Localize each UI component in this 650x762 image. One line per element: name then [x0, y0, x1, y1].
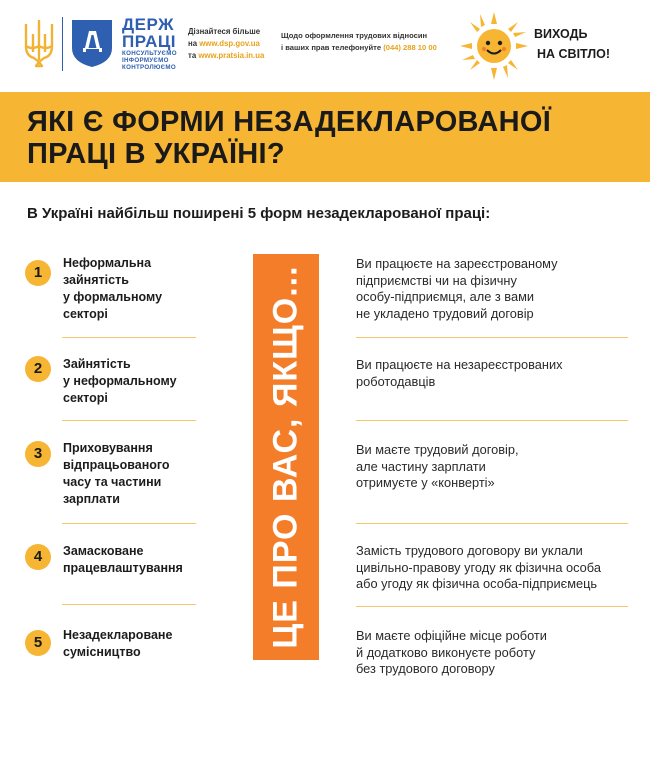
item-title-line: відпрацьованого [63, 458, 170, 472]
info-label: Дізнайтеся більше [188, 27, 261, 36]
item-title-line: Незадекларованe [63, 628, 173, 642]
derzhpratsi-shield-logo [70, 18, 114, 68]
item-desc-2 [356, 357, 636, 390]
brand-text [122, 16, 177, 71]
item-title-line: секторі [63, 391, 108, 405]
header-divider [62, 17, 63, 71]
link-dsp[interactable]: www.dsp.gov.ua [199, 39, 260, 48]
separator-right [356, 420, 628, 421]
item-desc-line: цивільно-правову угоду як фізична особа [356, 559, 601, 575]
item-desc-4 [356, 543, 636, 593]
vertical-label-bar [253, 254, 319, 660]
contact-line-2: і ваших прав телефонуйте [281, 43, 382, 52]
item-number-3: 3 [25, 441, 51, 467]
item-title-line: у неформальному [63, 374, 177, 388]
brand-sub-1: КОНСУЛЬТУЄМО [122, 50, 177, 57]
item-desc-5 [356, 628, 636, 678]
item-title-2 [63, 356, 213, 407]
header [0, 0, 650, 92]
item-desc-line: Замість трудового договору ви уклали [356, 543, 583, 558]
item-desc-line: отримуєте у «конверті» [356, 475, 495, 490]
item-title-3 [63, 440, 213, 508]
banner-title-line-1: ЯКІ Є ФОРМИ НЕЗАДЕКЛАРОВАНОЇ [27, 106, 551, 138]
item-title-line: Зайнятість [63, 357, 131, 371]
item-desc-line: Ви маєте трудовий договір, [356, 442, 519, 457]
item-desc-3 [356, 442, 636, 492]
contact-line-1: Щодо оформлення трудових відносин [281, 31, 428, 40]
item-number-5: 5 [25, 630, 51, 656]
item-desc-line: не укладено трудовий договір [356, 305, 534, 321]
item-title-line: Приховування [63, 441, 153, 455]
separator-right [356, 606, 628, 607]
vertical-label: ЦЕ ПРО ВАС, ЯКЩО... [266, 265, 305, 649]
item-desc-line: без трудового договору [356, 661, 495, 676]
contact-info [281, 30, 437, 54]
trident-icon [22, 16, 56, 72]
item-title-line: Замасковане [63, 544, 144, 558]
intro-text: В Україні найбільш поширені 5 форм незадекларованої праці: [27, 205, 491, 222]
item-title-line: сумісництво [63, 645, 141, 659]
item-title-line: працевлаштування [63, 561, 183, 575]
brand-sub-2: ІНФОРМУЄМО [122, 57, 169, 64]
separator-left [62, 337, 196, 338]
link-pratsia[interactable]: www.pratsia.in.ua [198, 51, 265, 60]
item-number-1: 1 [25, 260, 51, 286]
contact-phone[interactable]: (044) 288 10 00 [383, 43, 437, 52]
item-title-1 [63, 255, 213, 323]
info-links [188, 26, 264, 62]
item-desc-line: роботодавців [356, 373, 436, 389]
item-desc-line: Ви працюєте на незареєстрованих [356, 357, 563, 372]
separator-right [356, 337, 628, 338]
item-title-line: секторі [63, 307, 108, 321]
item-title-5 [63, 627, 213, 661]
item-desc-line: особу-підприємця, але з вами [356, 289, 535, 304]
item-desc-line: Ви працюєте на зареєстрованому [356, 256, 558, 271]
item-title-line: зарплати [63, 492, 120, 506]
item-desc-line: або угоду як фізична особа-підприємець [356, 576, 598, 591]
banner-title-line-2: ПРАЦІ В УКРАЇНІ? [27, 138, 285, 170]
item-title-4 [63, 543, 213, 577]
brand-sub-3: КОНТРОЛЮЄМО [122, 64, 176, 71]
item-desc-line: Ви маєте офіційне місце роботи [356, 628, 547, 643]
title-banner [0, 92, 650, 182]
separator-right [356, 523, 628, 524]
slogan [534, 24, 610, 64]
info-prefix-2: та [188, 51, 197, 60]
brand-line-2: ПРАЦІ [122, 32, 176, 51]
item-title-line: часу та частини [63, 475, 162, 489]
separator-left [62, 420, 196, 421]
item-title-line: у формальному [63, 290, 163, 304]
item-desc-line: підприємстві чи на фізичну [356, 272, 517, 288]
item-title-line: Неформальна [63, 256, 152, 270]
separator-left [62, 523, 196, 524]
item-desc-line: й додатково виконуєте роботу [356, 644, 536, 660]
brand-line-1: ДЕРЖ [122, 15, 174, 34]
item-desc-line: але частину зарплати [356, 458, 486, 474]
item-number-4: 4 [25, 544, 51, 570]
item-number-2: 2 [25, 356, 51, 382]
item-title-line: зайнятість [63, 273, 129, 287]
info-prefix-1: на [188, 39, 198, 48]
slogan-line-1: ВИХОДЬ [534, 27, 588, 41]
separator-left [62, 604, 196, 605]
sun-mascot-icon [458, 10, 530, 82]
slogan-line-2: НА СВІТЛО! [537, 47, 611, 61]
item-desc-1 [356, 256, 636, 322]
